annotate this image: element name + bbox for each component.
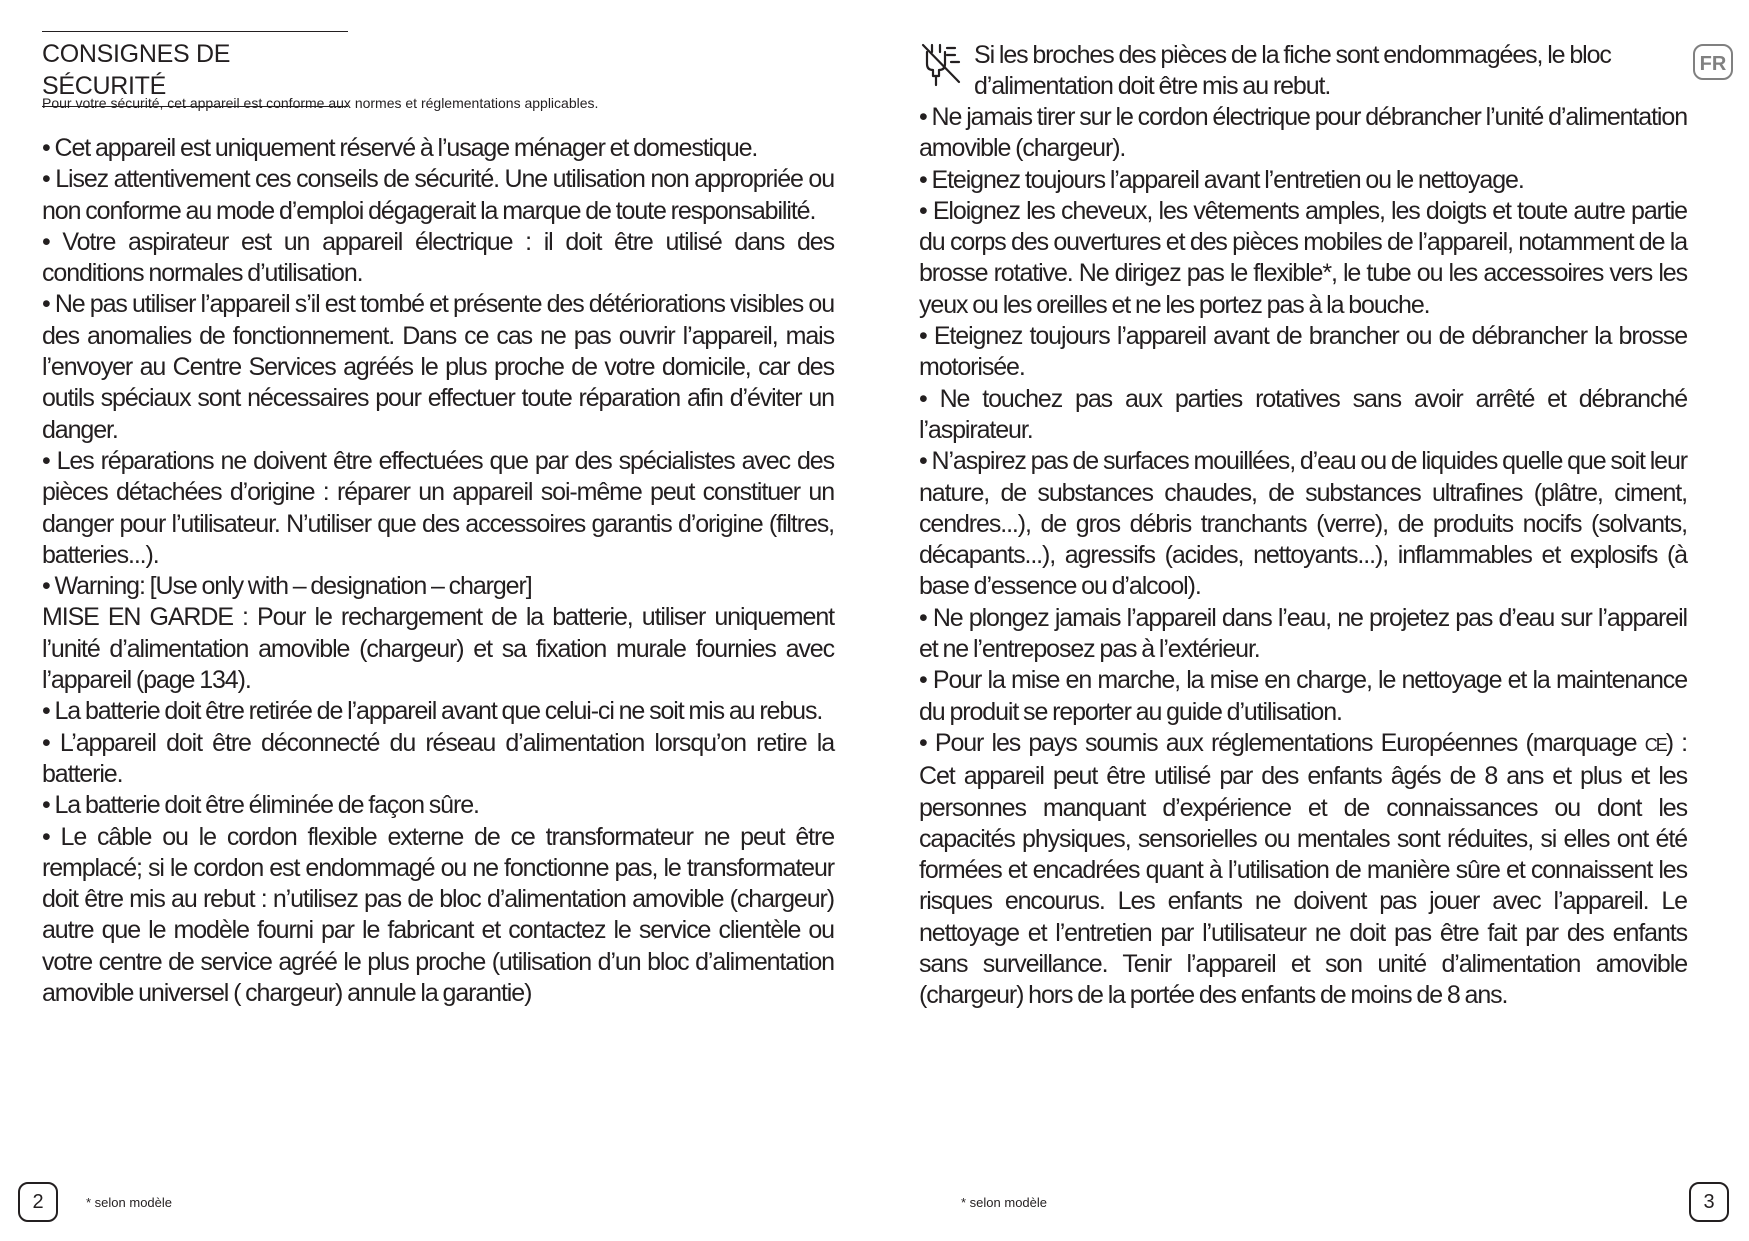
safety-paragraph: • La batterie doit être éliminée de façon sûre. bbox=[42, 791, 479, 820]
safety-paragraph: • La batterie doit être retirée de l’appareil avant que celui-ci ne soit mis au rebus. bbox=[42, 697, 823, 726]
safety-paragraph: • Votre aspirateur est un appareil électrique : il doit être utilisé dans des conditions normales d’utilisation. bbox=[42, 227, 834, 288]
section-title: CONSIGNES DE SÉCURITÉ bbox=[42, 31, 348, 107]
page-number: 3 bbox=[1689, 1182, 1729, 1222]
safety-paragraph: • Warning: [Use only with – designation – charger] bbox=[42, 572, 532, 601]
safety-paragraph: • Lisez attentivement ces conseils de sécurité. Une utilisation non appropriée ou non conforme au mode d’emploi dégagerait la marque de toute responsabilité. bbox=[42, 165, 834, 225]
safety-paragraph: • Ne pas utiliser l’appareil s’il est tombé et présente des détériorations visibles ou des anomalies de fonctionnement. Dans ce cas ne pas ouvrir l’appareil, mais l’envoyer au Centre Services agréés le plus proche de votre domicile, car des outils spéciaux sont nécessaires pour effectuer toute réparation afin d’éviter un danger. bbox=[42, 290, 834, 444]
right-page bbox=[874, 0, 1749, 1241]
plug-warning-block bbox=[919, 40, 1687, 102]
footnote: * selon modèle bbox=[86, 1195, 172, 1210]
safety-paragraph: • Ne jamais tirer sur le cordon électrique pour débrancher l’unité d’alimentation amovible (chargeur). bbox=[919, 103, 1687, 163]
safety-paragraph: • L’appareil doit être déconnecté du réseau d’alimentation lorsqu’on retire la batterie. bbox=[42, 728, 834, 788]
safety-paragraph: • Cet appareil est uniquement réservé à l’usage ménager et domestique. bbox=[42, 134, 758, 162]
page-number: 2 bbox=[18, 1182, 58, 1222]
footnote: * selon modèle bbox=[961, 1195, 1047, 1210]
left-page bbox=[0, 0, 874, 1241]
safety-paragraph: • Eteignez toujours l’appareil avant de brancher ou de débrancher la brosse motorisée. bbox=[919, 322, 1687, 382]
safety-paragraph: • Pour la mise en marche, la mise en charge, le nettoyage et la maintenance du produit se reporter au guide d’utilisation. bbox=[919, 666, 1687, 726]
right-column-text bbox=[919, 102, 1687, 1012]
safety-paragraph: • Eloignez les cheveux, les vêtements amples, les doigts et toute autre partie du corps des ouvertures et des pièces mobiles de l’appareil, notamment de la brosse rotative. Ne dirigez pas le flexible*, le tube ou les accessoires vers les yeux ou les oreilles et ne les portez pas à la bouche. bbox=[919, 196, 1687, 319]
safety-paragraph: • Ne plongez jamais l’appareil dans l’eau, ne projetez pas d’eau sur l’appareil et ne l’entreposez pas à l’extérieur. bbox=[919, 603, 1687, 664]
intro-text: Pour votre sécurité, cet appareil est conforme aux normes et réglementations applicables. bbox=[42, 95, 599, 111]
eu-paragraph-start: • Pour les pays soumis aux réglementations Européennes (marquage bbox=[919, 728, 1645, 757]
safety-paragraph: MISE EN GARDE : Pour le rechargement de la batterie, utiliser uniquement l’unité d’alimentation amovible (chargeur) et sa fixation murale fournies avec l’appareil (page 134). bbox=[42, 603, 834, 695]
left-column-text bbox=[42, 133, 834, 1009]
plug-warning-text: Si les broches des pièces de la fiche sont endommagées, le bloc d’alimentation doit être mis au rebut. bbox=[974, 41, 1611, 100]
ce-mark-icon: CE bbox=[1644, 734, 1666, 755]
eu-paragraph bbox=[919, 728, 1687, 1012]
damaged-plug-icon bbox=[919, 42, 965, 88]
safety-paragraph: • Eteignez toujours l’appareil avant l’entretien ou le nettoyage. bbox=[919, 165, 1524, 194]
eu-paragraph-end: ) : Cet appareil peut être utilisé par des enfants âgés de 8 ans et plus et les personnes manquant d’expérience et de connaissances ou dont les capacités physiques, sensorielles ou mentales sont réduites, si elles ont été formées et encadrées quant à l’utilisation de manière sûre et connaissent les risques encourus. Les enfants ne doivent pas jouer avec l’appareil. Le nettoyage et l’entretien par l’utilisateur ne doit pas être fait par des enfants sans surveillance. Tenir l’appareil et son unité d’alimentation amovible (chargeur) hors de la portée des enfants de moins de 8 ans. bbox=[919, 728, 1688, 1010]
safety-paragraph: • N’aspirez pas de surfaces mouillées, d’eau ou de liquides quelle que soit leur nature, de substances chaudes, de substances ultrafines (plâtre, ciment, cendres...), de gros débris tranchants (verre), de produits nocifs (solvants, décapants...), agressifs (acides, nettoyants...), inflammables et explosifs (à base d’essence ou d’alcool). bbox=[919, 447, 1687, 601]
language-badge: FR bbox=[1693, 44, 1733, 80]
safety-paragraph: • Ne touchez pas aux parties rotatives sans avoir arrêté et débranché l’aspirateur. bbox=[919, 384, 1687, 444]
safety-paragraph: • Le câble ou le cordon flexible externe de ce transformateur ne peut être remplacé; si le cordon est endommagé ou ne fonctionne pas, le transformateur doit être mis au rebut : n’utilisez pas de bloc d’alimentation amovible (chargeur) autre que le modèle fourni par le fabricant et contactez le service clientèle ou votre centre de service agréé le plus proche (utilisation d’un bloc d’alimentation amovible universel ( chargeur) annule la garantie) bbox=[42, 822, 834, 1008]
safety-paragraph: • Les réparations ne doivent être effectuées que par des spécialistes avec des pièces détachées d’origine : réparer un appareil soi-même peut constituer un danger pour l’utilisateur. N’utiliser que des accessoires garantis d’origine (filtres, batteries...). bbox=[42, 446, 834, 569]
